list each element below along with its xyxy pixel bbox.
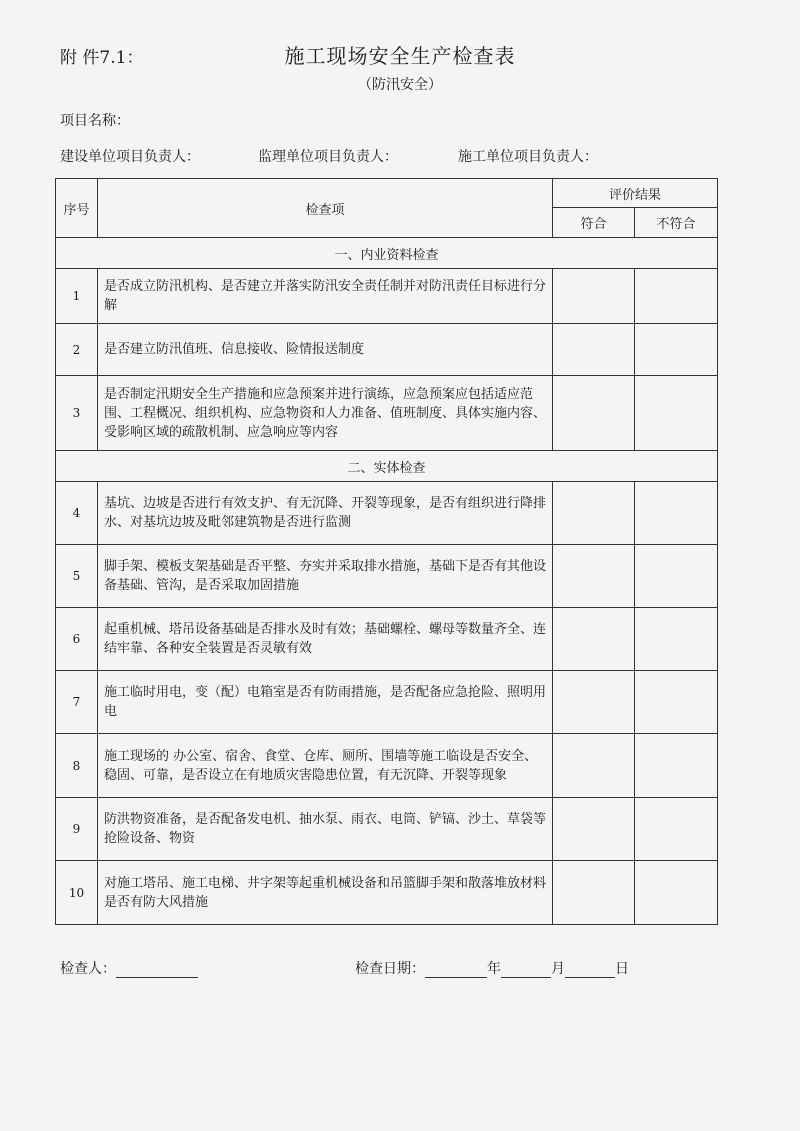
fail-cell[interactable] bbox=[635, 545, 718, 608]
table-row bbox=[56, 269, 718, 324]
table-row bbox=[56, 671, 718, 734]
section-title-2: 二、实体检查 bbox=[56, 451, 718, 482]
row-item-text: 基坑、边坡是否进行有效支护、有无沉降、开裂等现象，是否有组织进行降排水、对基坑边坡及毗邻建筑物是否进行监测 bbox=[98, 482, 553, 545]
fail-cell[interactable] bbox=[635, 482, 718, 545]
fail-cell[interactable] bbox=[635, 608, 718, 671]
row-item-text: 是否成立防汛机构、是否建立并落实防汛安全责任制并对防汛责任目标进行分解 bbox=[98, 269, 553, 324]
inspection-table bbox=[55, 178, 718, 925]
year-label: 年 bbox=[487, 961, 501, 977]
pass-cell[interactable] bbox=[553, 482, 635, 545]
fail-cell[interactable] bbox=[635, 861, 718, 925]
year-blank[interactable] bbox=[425, 963, 487, 978]
table-row bbox=[56, 482, 718, 545]
section-title-1: 一、内业资料检查 bbox=[56, 238, 718, 269]
table-row bbox=[56, 798, 718, 861]
fail-cell[interactable] bbox=[635, 324, 718, 376]
fail-cell[interactable] bbox=[635, 798, 718, 861]
attachment-label: 附 件7.1： bbox=[60, 48, 144, 68]
pass-cell[interactable] bbox=[553, 608, 635, 671]
table-row bbox=[56, 861, 718, 925]
section-row bbox=[56, 451, 718, 482]
document-title: 施工现场安全生产检查表 bbox=[284, 44, 516, 68]
row-number: 5 bbox=[56, 545, 98, 608]
day-label: 日 bbox=[615, 961, 629, 977]
pass-cell[interactable] bbox=[553, 734, 635, 798]
row-item-text: 施工临时用电，变（配）电箱室是否有防雨措施，是否配备应急抢险、照明用电 bbox=[98, 671, 553, 734]
row-number: 2 bbox=[56, 324, 98, 376]
row-number: 6 bbox=[56, 608, 98, 671]
inspector-field bbox=[60, 958, 198, 978]
table-row bbox=[56, 324, 718, 376]
row-item-text: 脚手架、模板支架基础是否平整、夯实并采取排水措施，基础下是否有其他设备基础、管沟，是否采取加固措施 bbox=[98, 545, 553, 608]
row-number: 7 bbox=[56, 671, 98, 734]
row-item-text: 施工现场的 办公室、宿舍、食堂、仓库、厕所、围墙等施工临设是否安全、稳固、可靠，是否设立在有地质灾害隐患位置，有无沉降、开裂等现象 bbox=[98, 734, 553, 798]
row-number: 3 bbox=[56, 376, 98, 451]
contractor-unit-label: 施工单位项目负责人： bbox=[458, 149, 598, 165]
row-item-text: 起重机械、塔吊设备基础是否排水及时有效；基础螺栓、螺母等数量齐全、连结牢靠、各种安全装置是否灵敏有效 bbox=[98, 608, 553, 671]
row-number: 1 bbox=[56, 269, 98, 324]
col-no-header: 序号 bbox=[56, 179, 98, 238]
fail-cell[interactable] bbox=[635, 269, 718, 324]
inspector-label: 检查人： bbox=[60, 961, 116, 977]
pass-cell[interactable] bbox=[553, 269, 635, 324]
fail-cell[interactable] bbox=[635, 376, 718, 451]
pass-cell[interactable] bbox=[553, 798, 635, 861]
document-subtitle: （防汛安全） bbox=[358, 77, 442, 93]
col-result-header: 评价结果 bbox=[553, 179, 718, 208]
col-pass-header: 符合 bbox=[553, 208, 635, 238]
pass-cell[interactable] bbox=[553, 545, 635, 608]
fail-cell[interactable] bbox=[635, 671, 718, 734]
month-blank[interactable] bbox=[501, 963, 551, 978]
month-label: 月 bbox=[551, 961, 565, 977]
pass-cell[interactable] bbox=[553, 376, 635, 451]
table-header-row bbox=[56, 179, 718, 208]
date-label: 检查日期： bbox=[355, 961, 425, 977]
row-number: 10 bbox=[56, 861, 98, 925]
pass-cell[interactable] bbox=[553, 324, 635, 376]
row-number: 4 bbox=[56, 482, 98, 545]
table-row bbox=[56, 734, 718, 798]
row-number: 8 bbox=[56, 734, 98, 798]
row-item-text: 防洪物资准备，是否配备发电机、抽水泵、雨衣、电筒、铲镐、沙土、草袋等抢险设备、物资 bbox=[98, 798, 553, 861]
pass-cell[interactable] bbox=[553, 861, 635, 925]
col-fail-header: 不符合 bbox=[635, 208, 718, 238]
project-name-label: 项目名称： bbox=[60, 113, 130, 129]
row-item-text: 对施工塔吊、施工电梯、井字架等起重机械设备和吊篮脚手架和散落堆放材料是否有防大风措施 bbox=[98, 861, 553, 925]
table-row bbox=[56, 545, 718, 608]
col-item-header: 检查项 bbox=[98, 179, 553, 238]
inspector-blank[interactable] bbox=[116, 963, 198, 978]
table-row bbox=[56, 608, 718, 671]
row-item-text: 是否制定汛期安全生产措施和应急预案并进行演练，应急预案应包括适应范围、工程概况、组织机构、应急物资和人力准备、值班制度、具体实施内容、受影响区域的疏散机制、应急响应等内容 bbox=[98, 376, 553, 451]
day-blank[interactable] bbox=[565, 963, 615, 978]
pass-cell[interactable] bbox=[553, 671, 635, 734]
date-field bbox=[355, 958, 629, 978]
construction-unit-label: 建设单位项目负责人： bbox=[60, 149, 200, 165]
fail-cell[interactable] bbox=[635, 734, 718, 798]
row-item-text: 是否建立防汛值班、信息接收、险情报送制度 bbox=[98, 324, 553, 376]
table-row bbox=[56, 376, 718, 451]
row-number: 9 bbox=[56, 798, 98, 861]
section-row bbox=[56, 238, 718, 269]
supervision-unit-label: 监理单位项目负责人： bbox=[258, 149, 398, 165]
